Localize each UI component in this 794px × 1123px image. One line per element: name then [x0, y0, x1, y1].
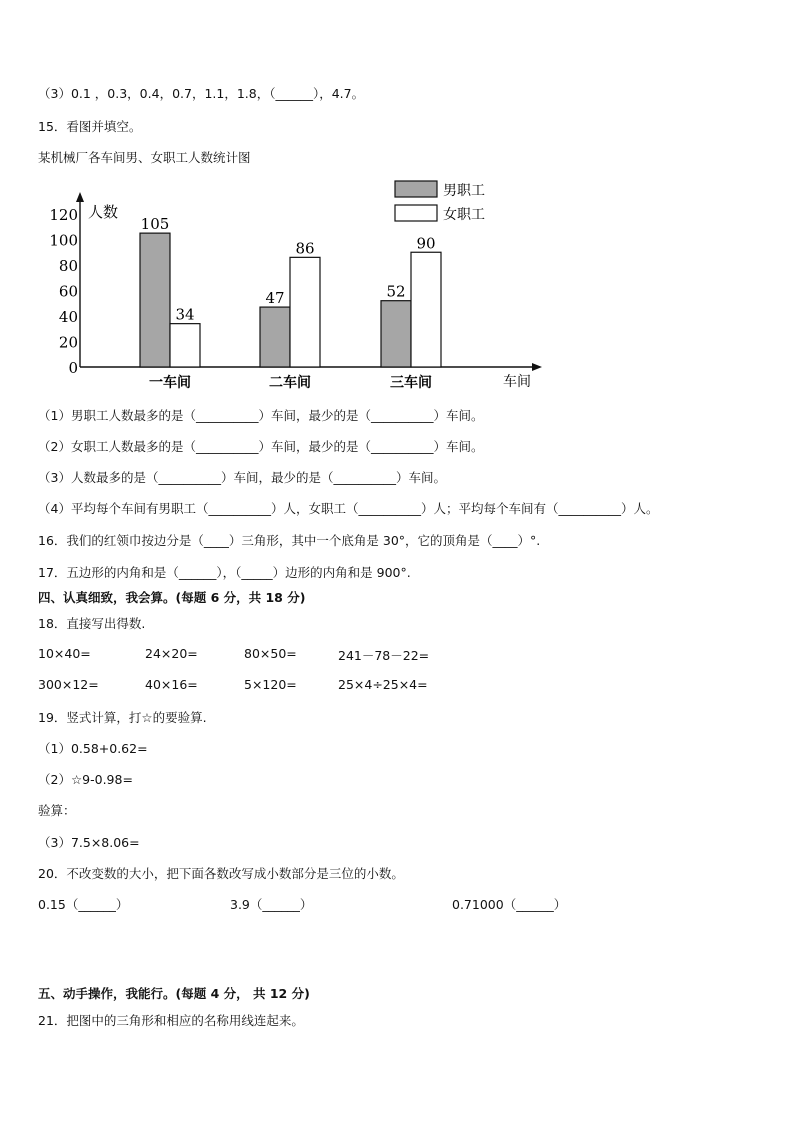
bar-value-label: 34: [175, 305, 195, 324]
bar: [381, 301, 411, 367]
y-tick-label: 100: [49, 231, 78, 250]
q18-r1-c4: 241－78－22=: [338, 648, 430, 663]
legend-label: 男职工: [443, 183, 485, 199]
q18-r2-c4: 25×4÷25×4=: [338, 677, 428, 692]
q14-item-3: （3）0.1 ，0.3，0.4，0.7，1.1，1.8，（______），4.7。: [38, 86, 365, 101]
q20-item-1: 0.15（______）: [38, 897, 129, 912]
bar-value-label: 47: [265, 289, 285, 308]
chart-bars: [140, 215, 441, 367]
q18-r2-c1: 300×12=: [38, 677, 99, 692]
x-tick-label: 二车间: [269, 375, 311, 391]
y-tick-label: 120: [49, 206, 78, 224]
bar: [260, 307, 290, 367]
q18-r1-c1: 10×40=: [38, 646, 91, 661]
q19-problem-1: （1）0.58+0.62=: [38, 741, 148, 756]
bar: [411, 252, 441, 367]
y-tick-label: 20: [58, 333, 78, 352]
bar-value-label: 90: [416, 234, 436, 253]
x-axis-label: 车间: [503, 374, 531, 390]
section-5-title: 五、动手操作，我能行。(每题 4 分， 共 12 分): [38, 986, 310, 1001]
q15-sub-4: （4）平均每个车间有男职工（__________）人，女职工（__________）人；平均每个车间有（__________）人。: [38, 501, 659, 516]
legend-swatch: [395, 205, 437, 221]
bar: [290, 257, 320, 367]
bar-value-label: 105: [140, 215, 170, 234]
section-4-title: 四、认真细致，我会算。(每题 6 分，共 18 分): [38, 590, 306, 605]
q20-item-2: 3.9（______）: [230, 897, 313, 912]
y-tick-label: 60: [58, 282, 78, 301]
y-ticks: [49, 206, 78, 377]
bar-value-label: 52: [386, 282, 406, 301]
legend-label: 女职工: [443, 207, 485, 223]
y-tick-label: 0: [68, 359, 78, 377]
chart-caption: 某机械厂各车间男、女职工人数统计图: [38, 150, 251, 165]
q17: 17．五边形的内角和是（______），（_____）边形的内角和是 900°.: [38, 565, 411, 580]
q20-heading: 20．不改变数的大小，把下面各数改写成小数部分是三位的小数。: [38, 866, 404, 881]
bar: [170, 324, 200, 367]
x-tick-label: 三车间: [390, 375, 432, 391]
bar: [140, 233, 170, 367]
y-axis-arrow: [76, 192, 84, 202]
q19-problem-2: （2）☆9-0.98=: [38, 772, 133, 787]
x-tick-label: 一车间: [149, 375, 191, 391]
q18-r1-c3: 80×50=: [244, 646, 297, 661]
q15-sub-2: （2）女职工人数最多的是（__________）车间，最少的是（__________）车间。: [38, 439, 484, 454]
y-axis-label: 人数: [88, 203, 119, 221]
q19-problem-3: （3）7.5×8.06=: [38, 835, 140, 850]
q19-check-label: 验算：: [38, 803, 76, 818]
q18-heading: 18．直接写出得数.: [38, 616, 146, 631]
y-tick-label: 80: [58, 257, 78, 275]
q18-r2-c3: 5×120=: [244, 677, 297, 692]
chart-legend: [395, 181, 485, 223]
x-tick-labels: [149, 374, 432, 391]
bar-chart: [38, 170, 558, 395]
x-axis-arrow: [532, 363, 542, 371]
q18-r1-c2: 24×20=: [145, 646, 198, 661]
q16: 16．我们的红领巾按边分是（____）三角形，其中一个底角是 30°，它的顶角是（____）°.: [38, 533, 541, 548]
q21: 21．把图中的三角形和相应的名称用线连起来。: [38, 1013, 304, 1028]
q15-heading: 15．看图并填空。: [38, 119, 142, 134]
q15-sub-3: （3）人数最多的是（__________）车间，最少的是（__________）车间。: [38, 470, 446, 485]
legend-swatch: [395, 181, 437, 197]
q18-r2-c2: 40×16=: [145, 677, 198, 692]
q15-sub-1: （1）男职工人数最多的是（__________）车间，最少的是（__________）车间。: [38, 408, 484, 423]
y-tick-label: 40: [58, 308, 78, 326]
q19-heading: 19．竖式计算，打☆的要验算.: [38, 710, 207, 725]
bar-value-label: 86: [295, 239, 315, 258]
q20-item-3: 0.71000（______）: [452, 897, 567, 912]
